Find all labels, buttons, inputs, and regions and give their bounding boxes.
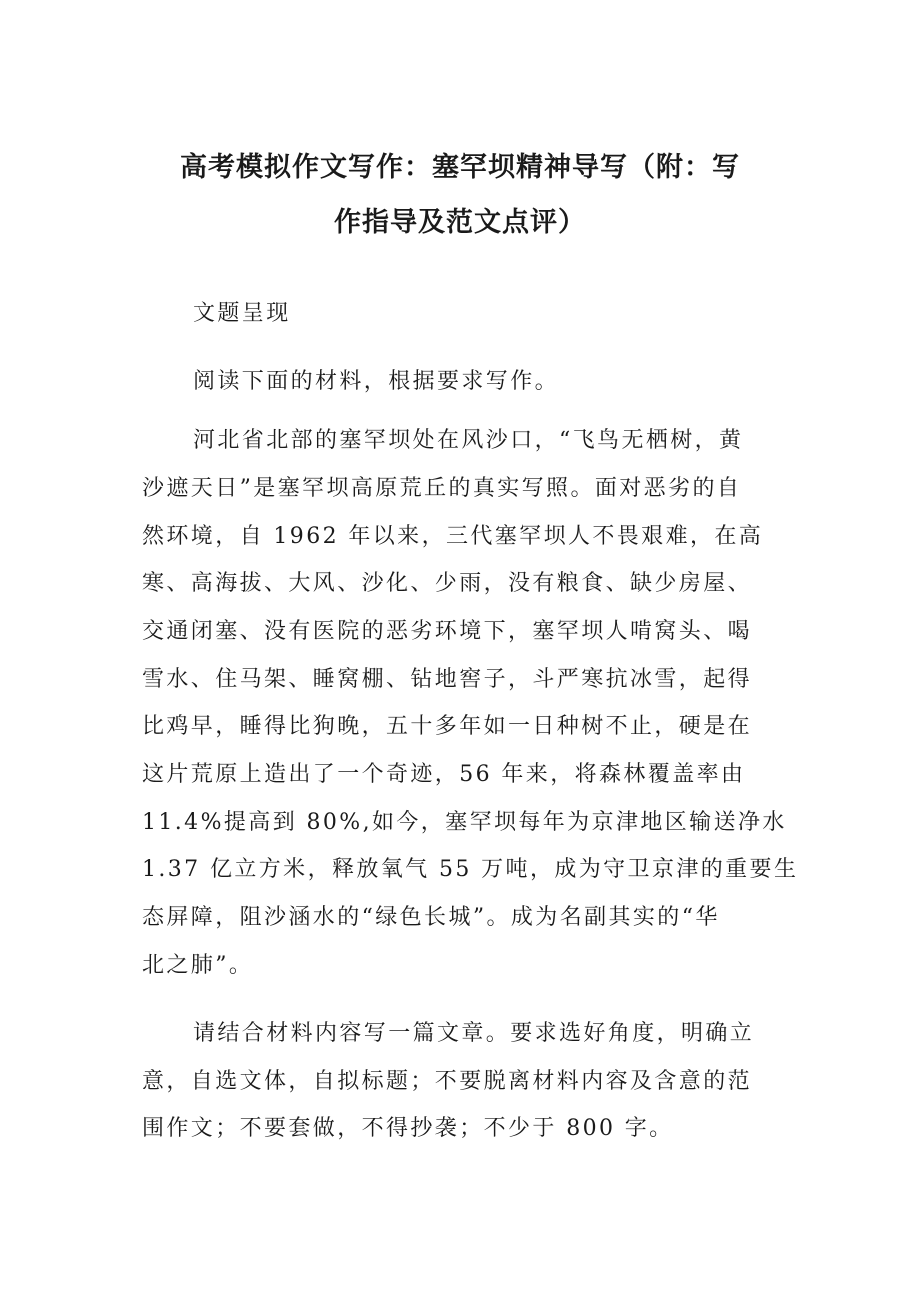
title-line-2: 作指导及范文点评）	[334, 207, 586, 238]
requirement-line: 请结合材料内容写一篇文章。要求选好角度，明确立	[193, 1021, 755, 1046]
material-line: 这片荒原上造出了一个奇迹，56 年来，将森林覆盖率由	[142, 762, 746, 787]
material-line: 11.4%提高到 80%,如今，塞罕坝每年为京津地区输送净水	[142, 810, 787, 835]
section-heading: 文题呈现	[193, 301, 291, 326]
material-line: 然环境，自 1962 年以来，三代塞罕坝人不畏艰难，在高	[142, 524, 764, 549]
material-line: 1.37 亿立方米，释放氧气 55 万吨，成为守卫京津的重要生	[142, 857, 799, 882]
material-line: 北之肺”。	[142, 953, 254, 978]
material-line: 沙遮天日”是塞罕坝高原荒丘的真实写照。面对恶劣的自	[142, 476, 742, 501]
material-line: 交通闭塞、没有医院的恶劣环境下，塞罕坝人啃窝头、喝	[142, 619, 753, 644]
material-line: 雪水、住马架、睡窝棚、钻地窖子，斗严寒抗冰雪，起得	[142, 667, 753, 692]
requirement-line: 围作文；不要套做，不得抄袭；不少于 800 字。	[142, 1116, 674, 1141]
instruction-text: 阅读下面的材料，根据要求写作。	[193, 369, 560, 394]
requirement-line: 意，自选文体，自拟标题；不要脱离材料内容及含意的范	[142, 1069, 753, 1094]
title-line-1: 高考模拟作文写作：塞罕坝精神导写（附：写	[180, 152, 740, 183]
material-line: 河北省北部的塞罕坝处在风沙口，“飞鸟无栖树，黄	[193, 428, 744, 453]
material-line: 寒、高海拔、大风、沙化、少雨，没有粮食、缺少房屋、	[142, 571, 753, 596]
material-line: 态屏障，阻沙涵水的“绿色长城”。成为名副其实的“华	[142, 905, 720, 930]
material-line: 比鸡早，睡得比狗晚，五十多年如一日种树不止，硬是在	[142, 714, 753, 739]
